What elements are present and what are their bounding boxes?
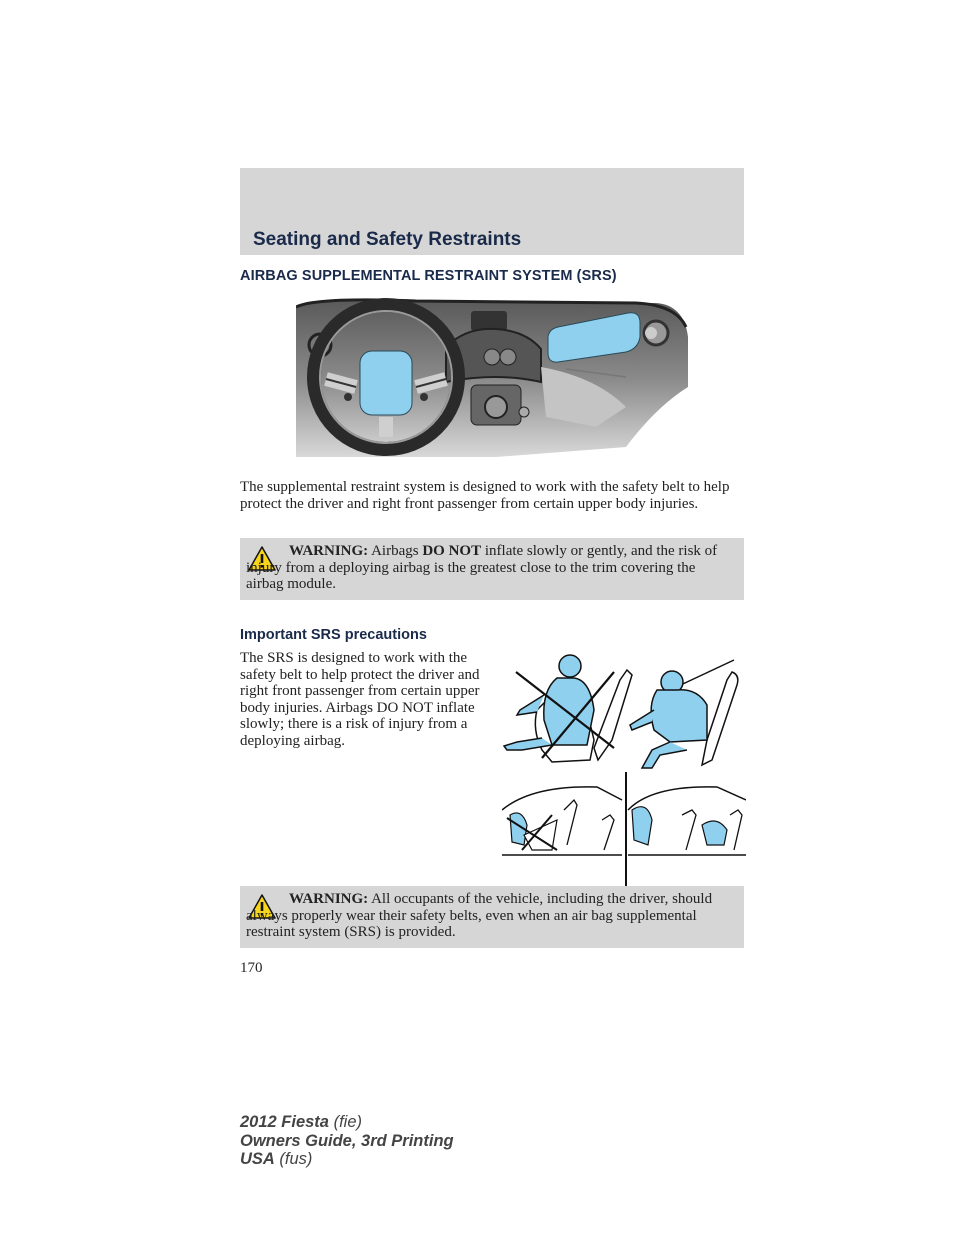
footer-line-market [240, 1150, 454, 1169]
footer-model: 2012 Fiesta [240, 1113, 329, 1131]
section-heading: AIRBAG SUPPLEMENTAL RESTRAINT SYSTEM (SRS) [240, 268, 617, 284]
warning-label: WARNING: [289, 543, 369, 559]
footer-model-code: (fie) [328, 1113, 362, 1131]
warning-box-safety-belts [240, 886, 744, 948]
footer-guide: Owners Guide, 3rd Printing [240, 1131, 454, 1150]
document-footer [240, 1113, 454, 1169]
seating-position-illustration [502, 650, 746, 868]
footer-market: USA [240, 1150, 275, 1168]
warning-box-airbag-deploy [240, 538, 744, 600]
page-number: 170 [240, 960, 263, 976]
warning-text-post: inflate slowly or gently, and the risk of injury from a deploying airbag is the greatest close to the trim covering the airbag module. [246, 543, 718, 592]
warning-text-body: All occupants of the vehicle, including the driver, should always properly wear their safety belts, even when an air bag supplemental restraint system (SRS) is provided. [246, 891, 713, 940]
header-band [240, 168, 744, 255]
intro-paragraph: The supplemental restraint system is designed to work with the safety belt to help protect the driver and right front passenger from certain upper body injuries. [240, 479, 730, 512]
warning-text-pre: Airbags [368, 543, 423, 559]
footer-market-code: (fus) [274, 1150, 313, 1168]
footer-line-guide [240, 1132, 454, 1151]
page-section-title: Seating and Safety Restraints [253, 229, 522, 250]
precautions-heading: Important SRS precautions [240, 627, 427, 643]
warning-text [246, 543, 734, 593]
dashboard-airbag-illustration [296, 297, 688, 457]
figure-divider [625, 772, 627, 893]
warning-emphasis: DO NOT [422, 543, 482, 559]
precautions-paragraph: The SRS is designed to work with the safety belt to help protect the driver and right front passenger from certain upper body injuries. Airbags DO NOT inflate slowly; there is a risk of injury from a deploying airbag. [240, 650, 480, 749]
warning-label: WARNING: [289, 891, 369, 907]
footer-line-model [240, 1113, 454, 1132]
warning-text [246, 891, 734, 941]
